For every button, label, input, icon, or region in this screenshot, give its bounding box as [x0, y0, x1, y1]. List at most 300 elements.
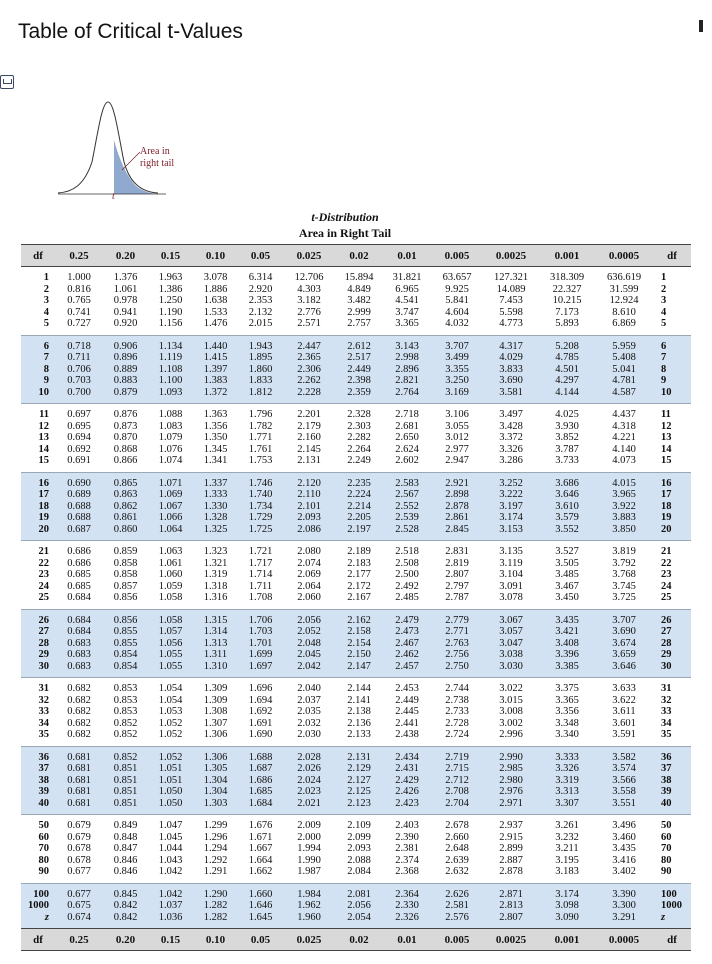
value-cell: 2.249 — [335, 455, 383, 472]
df-cell: 21 — [653, 541, 691, 558]
header-cell: 0.15 — [148, 245, 193, 267]
value-cell: 2.123 — [335, 798, 383, 815]
df-cell: 8 — [21, 364, 55, 376]
table-row — [21, 678, 691, 695]
value-cell: 2.048 — [283, 638, 335, 650]
value-cell: 0.697 — [55, 404, 103, 421]
value-cell: 1.782 — [238, 421, 283, 433]
value-cell: 3.408 — [539, 638, 595, 650]
value-cell: 1.376 — [103, 267, 148, 284]
value-cell: 2.131 — [335, 746, 383, 763]
value-cell: 4.318 — [595, 421, 653, 433]
value-cell: 5.408 — [595, 352, 653, 364]
df-cell: 7 — [21, 352, 55, 364]
value-cell: 1.061 — [148, 558, 193, 570]
df-cell: 4 — [21, 307, 55, 319]
df-cell: 3 — [653, 295, 691, 307]
value-cell: 0.681 — [55, 763, 103, 775]
value-cell: 1.987 — [283, 866, 335, 883]
value-cell: 2.160 — [283, 432, 335, 444]
value-cell: 0.847 — [103, 843, 148, 855]
value-cell: 3.195 — [539, 855, 595, 867]
value-cell: 1.319 — [193, 569, 238, 581]
value-cell: 0.679 — [55, 815, 103, 832]
value-cell: 2.624 — [383, 444, 431, 456]
value-cell: 0.849 — [103, 815, 148, 832]
value-cell: 0.688 — [55, 512, 103, 524]
value-cell: 2.429 — [383, 775, 431, 787]
value-cell: 1.645 — [238, 912, 283, 929]
value-cell: 3.261 — [539, 815, 595, 832]
value-cell: 1.156 — [148, 318, 193, 335]
value-cell: 2.467 — [383, 638, 431, 650]
value-cell: 3.659 — [595, 649, 653, 661]
value-cell: 3.022 — [483, 678, 539, 695]
value-cell: 2.264 — [335, 444, 383, 456]
header-cell: 0.02 — [335, 245, 383, 267]
value-cell: 2.985 — [483, 763, 539, 775]
value-cell: 2.032 — [283, 718, 335, 730]
value-cell: 3.047 — [483, 638, 539, 650]
df-cell: 12 — [21, 421, 55, 433]
value-cell: 3.482 — [335, 295, 383, 307]
value-cell: 2.797 — [431, 581, 483, 593]
value-cell: 15.894 — [335, 267, 383, 284]
value-cell: 3.355 — [431, 364, 483, 376]
df-cell: 1000 — [653, 900, 691, 912]
value-cell: 1.721 — [238, 541, 283, 558]
value-cell: 0.741 — [55, 307, 103, 319]
value-cell: 3.965 — [595, 489, 653, 501]
value-cell: 2.000 — [283, 832, 335, 844]
df-cell: 6 — [21, 335, 55, 352]
df-cell: 8 — [653, 364, 691, 376]
value-cell: 1.886 — [193, 284, 238, 296]
value-cell: 4.604 — [431, 307, 483, 319]
value-cell: 2.712 — [431, 775, 483, 787]
value-cell: 1.314 — [193, 626, 238, 638]
header-cell: 0.005 — [431, 245, 483, 267]
value-cell: 2.030 — [283, 729, 335, 746]
header-cell: 0.10 — [193, 245, 238, 267]
value-cell: 3.725 — [595, 592, 653, 609]
df-cell: 28 — [21, 638, 55, 650]
value-cell: 3.015 — [483, 695, 539, 707]
value-cell: 0.858 — [103, 558, 148, 570]
value-cell: 1.697 — [238, 661, 283, 678]
value-cell: 2.093 — [335, 843, 383, 855]
value-cell: 1.962 — [283, 900, 335, 912]
value-cell: 1.308 — [193, 706, 238, 718]
table-row — [21, 900, 691, 912]
df-cell: 24 — [21, 581, 55, 593]
value-cell: 2.581 — [431, 900, 483, 912]
table-row — [21, 267, 691, 284]
value-cell: 2.235 — [335, 472, 383, 489]
value-cell: 2.045 — [283, 649, 335, 661]
value-cell: 1.052 — [148, 746, 193, 763]
value-cell: 1.282 — [193, 912, 238, 929]
footer-cell: 0.0025 — [483, 929, 539, 951]
value-cell: 0.853 — [103, 678, 148, 695]
value-cell: 2.009 — [283, 815, 335, 832]
value-cell: 2.612 — [335, 335, 383, 352]
value-cell: 2.398 — [335, 375, 383, 387]
value-cell: 2.626 — [431, 883, 483, 900]
value-cell: 1.660 — [238, 883, 283, 900]
df-cell: 31 — [653, 678, 691, 695]
value-cell: 3.174 — [483, 512, 539, 524]
value-cell: 2.154 — [335, 638, 383, 650]
value-cell: 0.857 — [103, 581, 148, 593]
value-cell: 1.294 — [193, 843, 238, 855]
df-cell: 90 — [653, 866, 691, 883]
value-cell: 2.517 — [335, 352, 383, 364]
value-cell: 3.460 — [595, 832, 653, 844]
value-cell: 1.306 — [193, 746, 238, 763]
value-cell: 3.372 — [483, 432, 539, 444]
table-row — [21, 284, 691, 296]
table-row — [21, 375, 691, 387]
value-cell: 0.681 — [55, 786, 103, 798]
value-cell: 0.873 — [103, 421, 148, 433]
value-cell: 10.215 — [539, 295, 595, 307]
value-cell: 2.602 — [383, 455, 431, 472]
table-row — [21, 746, 691, 763]
value-cell: 0.853 — [103, 706, 148, 718]
value-cell: 12.706 — [283, 267, 335, 284]
table-row — [21, 501, 691, 513]
value-cell: 1.134 — [148, 335, 193, 352]
value-cell: 2.099 — [335, 832, 383, 844]
value-cell: 1.796 — [238, 404, 283, 421]
value-cell: 2.764 — [383, 387, 431, 404]
value-cell: 0.879 — [103, 387, 148, 404]
df-cell: 60 — [21, 832, 55, 844]
df-cell: 31 — [21, 678, 55, 695]
value-cell: 1.053 — [148, 706, 193, 718]
value-cell: 1.036 — [148, 912, 193, 929]
value-cell: 3.222 — [483, 489, 539, 501]
value-cell: 3.792 — [595, 558, 653, 570]
value-cell: 0.870 — [103, 432, 148, 444]
value-cell: 3.098 — [539, 900, 595, 912]
value-cell: 3.499 — [431, 352, 483, 364]
value-cell: 0.896 — [103, 352, 148, 364]
value-cell: 2.763 — [431, 638, 483, 650]
value-cell: 1.771 — [238, 432, 283, 444]
row-group — [21, 746, 691, 815]
value-cell: 1.812 — [238, 387, 283, 404]
value-cell: 2.197 — [335, 524, 383, 541]
table-footer-row — [21, 929, 691, 951]
df-cell: 9 — [653, 375, 691, 387]
value-cell: 1.740 — [238, 489, 283, 501]
value-cell: 2.138 — [335, 706, 383, 718]
value-cell: 2.576 — [431, 912, 483, 929]
value-cell: 3.450 — [539, 592, 595, 609]
value-cell: 3.416 — [595, 855, 653, 867]
minimize-icon[interactable] — [699, 20, 703, 32]
value-cell: 3.012 — [431, 432, 483, 444]
value-cell: 2.125 — [335, 786, 383, 798]
value-cell: 4.073 — [595, 455, 653, 472]
value-cell: 0.863 — [103, 489, 148, 501]
value-cell: 4.541 — [383, 295, 431, 307]
pointer-line — [122, 152, 140, 170]
table-row — [21, 558, 691, 570]
value-cell: 1.055 — [148, 661, 193, 678]
value-cell: 1.309 — [193, 678, 238, 695]
value-cell: 3.646 — [595, 661, 653, 678]
value-cell: 4.773 — [483, 318, 539, 335]
footer-cell: 0.0005 — [595, 929, 653, 951]
value-cell: 1.303 — [193, 798, 238, 815]
value-cell: 2.306 — [283, 364, 335, 376]
table-row — [21, 512, 691, 524]
value-cell: 3.601 — [595, 718, 653, 730]
value-cell: 1.703 — [238, 626, 283, 638]
df-cell: 9 — [21, 375, 55, 387]
value-cell: 2.977 — [431, 444, 483, 456]
df-cell: 30 — [21, 661, 55, 678]
df-cell: 34 — [653, 718, 691, 730]
table-row — [21, 843, 691, 855]
value-cell: 2.878 — [431, 501, 483, 513]
value-cell: 1.315 — [193, 609, 238, 626]
value-cell: 3.090 — [539, 912, 595, 929]
value-cell: 1.671 — [238, 832, 283, 844]
value-cell: 2.064 — [283, 581, 335, 593]
value-cell: 2.093 — [283, 512, 335, 524]
value-cell: 3.291 — [595, 912, 653, 929]
value-cell: 3.365 — [539, 695, 595, 707]
value-cell: 1.044 — [148, 843, 193, 855]
value-cell: 2.887 — [483, 855, 539, 867]
value-cell: 2.567 — [383, 489, 431, 501]
table-row — [21, 581, 691, 593]
value-cell: 3.365 — [383, 318, 431, 335]
value-cell: 2.632 — [431, 866, 483, 883]
value-cell: 3.496 — [595, 815, 653, 832]
value-cell: 1.746 — [238, 472, 283, 489]
value-cell: 0.687 — [55, 524, 103, 541]
footer-cell: df — [21, 929, 55, 951]
value-cell: 3.091 — [483, 581, 539, 593]
value-cell: 4.303 — [283, 284, 335, 296]
value-cell: 1.688 — [238, 746, 283, 763]
value-cell: 2.088 — [335, 855, 383, 867]
table-row — [21, 775, 691, 787]
value-cell: 0.852 — [103, 729, 148, 746]
df-cell: 4 — [653, 307, 691, 319]
value-cell: 2.381 — [383, 843, 431, 855]
table-row — [21, 541, 691, 558]
value-cell: 1.729 — [238, 512, 283, 524]
value-cell: 0.686 — [55, 541, 103, 558]
table-row — [21, 883, 691, 900]
df-cell: 23 — [21, 569, 55, 581]
value-cell: 1.056 — [148, 638, 193, 650]
value-cell: 1.051 — [148, 775, 193, 787]
footer-cell: 0.02 — [335, 929, 383, 951]
value-cell: 3.930 — [539, 421, 595, 433]
table-row — [21, 866, 691, 883]
value-cell: 1.895 — [238, 352, 283, 364]
value-cell: 3.435 — [539, 609, 595, 626]
value-cell: 1.646 — [238, 900, 283, 912]
value-cell: 0.851 — [103, 763, 148, 775]
value-cell: 0.941 — [103, 307, 148, 319]
df-cell: 25 — [21, 592, 55, 609]
value-cell: 2.744 — [431, 678, 483, 695]
value-cell: 2.145 — [283, 444, 335, 456]
value-cell: 1.052 — [148, 718, 193, 730]
value-cell: 1.696 — [238, 678, 283, 695]
value-cell: 1.250 — [148, 295, 193, 307]
value-cell: 3.396 — [539, 649, 595, 661]
value-cell: 1.290 — [193, 883, 238, 900]
footer-cell: 0.15 — [148, 929, 193, 951]
value-cell: 3.558 — [595, 786, 653, 798]
box-icon[interactable] — [0, 75, 14, 89]
value-cell: 1.333 — [193, 489, 238, 501]
value-cell: 2.228 — [283, 387, 335, 404]
value-cell: 3.850 — [595, 524, 653, 541]
value-cell: 2.205 — [335, 512, 383, 524]
value-cell: 1.321 — [193, 558, 238, 570]
value-cell: 0.675 — [55, 900, 103, 912]
df-cell: 80 — [653, 855, 691, 867]
value-cell: 3.313 — [539, 786, 595, 798]
value-cell: 7.173 — [539, 307, 595, 319]
value-cell: 0.883 — [103, 375, 148, 387]
value-cell: 0.846 — [103, 866, 148, 883]
value-cell: 0.765 — [55, 295, 103, 307]
df-cell: 17 — [21, 489, 55, 501]
header-cell: 0.0025 — [483, 245, 539, 267]
value-cell: 1.386 — [148, 284, 193, 296]
value-cell: 2.158 — [335, 626, 383, 638]
value-cell: 1.397 — [193, 364, 238, 376]
row-group — [21, 541, 691, 610]
value-cell: 2.028 — [283, 746, 335, 763]
df-cell: 29 — [21, 649, 55, 661]
df-cell: 38 — [653, 775, 691, 787]
value-cell: 2.189 — [335, 541, 383, 558]
value-cell: 2.353 — [238, 295, 283, 307]
value-cell: 0.860 — [103, 524, 148, 541]
value-cell: 0.685 — [55, 569, 103, 581]
table-row — [21, 472, 691, 489]
table-header-row — [21, 245, 691, 267]
df-cell: 18 — [653, 501, 691, 513]
value-cell: 2.921 — [431, 472, 483, 489]
value-cell: 1.708 — [238, 592, 283, 609]
value-cell: 0.683 — [55, 638, 103, 650]
value-cell: 3.690 — [595, 626, 653, 638]
value-cell: 1.984 — [283, 883, 335, 900]
header-cell: 0.05 — [238, 245, 283, 267]
df-cell: 29 — [653, 649, 691, 661]
df-cell: 36 — [653, 746, 691, 763]
df-cell: 18 — [21, 501, 55, 513]
value-cell: 1.309 — [193, 695, 238, 707]
value-cell: 4.221 — [595, 432, 653, 444]
value-cell: 1.323 — [193, 541, 238, 558]
table-row — [21, 786, 691, 798]
value-cell: 3.611 — [595, 706, 653, 718]
df-cell: 24 — [653, 581, 691, 593]
df-cell: 28 — [653, 638, 691, 650]
value-cell: 1.341 — [193, 455, 238, 472]
value-cell: 3.485 — [539, 569, 595, 581]
value-cell: 1.063 — [148, 541, 193, 558]
value-cell: 2.110 — [283, 489, 335, 501]
value-cell: 2.552 — [383, 501, 431, 513]
footer-cell: 0.25 — [55, 929, 103, 951]
value-cell: 2.167 — [335, 592, 383, 609]
df-cell: 38 — [21, 775, 55, 787]
table-row — [21, 815, 691, 832]
value-cell: 1.533 — [193, 307, 238, 319]
df-cell: 80 — [21, 855, 55, 867]
table-row — [21, 352, 691, 364]
header-cell: 0.0005 — [595, 245, 653, 267]
table-row — [21, 763, 691, 775]
value-cell: 0.852 — [103, 718, 148, 730]
value-cell: 0.727 — [55, 318, 103, 335]
value-cell: 3.143 — [383, 335, 431, 352]
value-cell: 1.363 — [193, 404, 238, 421]
value-cell: 0.851 — [103, 775, 148, 787]
value-cell: 1.687 — [238, 763, 283, 775]
value-cell: 0.876 — [103, 404, 148, 421]
value-cell: 1.296 — [193, 832, 238, 844]
value-cell: 3.686 — [539, 472, 595, 489]
table-row — [21, 335, 691, 352]
df-cell: z — [21, 912, 55, 929]
value-cell: 3.038 — [483, 649, 539, 661]
bell-curve-graphic — [58, 92, 198, 202]
value-cell: 0.816 — [55, 284, 103, 296]
value-cell: 2.224 — [335, 489, 383, 501]
df-cell: 32 — [21, 695, 55, 707]
value-cell: 3.340 — [539, 729, 595, 746]
value-cell: 1.686 — [238, 775, 283, 787]
value-cell: 127.321 — [483, 267, 539, 284]
df-cell: 11 — [21, 404, 55, 421]
value-cell: 3.008 — [483, 706, 539, 718]
table-row — [21, 444, 691, 456]
value-cell: 2.326 — [383, 912, 431, 929]
value-cell: 2.779 — [431, 609, 483, 626]
value-cell: 3.348 — [539, 718, 595, 730]
value-cell: 2.719 — [431, 746, 483, 763]
value-cell: 2.787 — [431, 592, 483, 609]
value-cell: 3.833 — [483, 364, 539, 376]
table-row — [21, 307, 691, 319]
value-cell: 1.943 — [238, 335, 283, 352]
value-cell: 2.080 — [283, 541, 335, 558]
value-cell: 0.685 — [55, 581, 103, 593]
value-cell: 3.326 — [483, 444, 539, 456]
value-cell: 1.291 — [193, 866, 238, 883]
value-cell: 2.403 — [383, 815, 431, 832]
value-cell: 1.313 — [193, 638, 238, 650]
value-cell: 3.252 — [483, 472, 539, 489]
value-cell: 2.120 — [283, 472, 335, 489]
